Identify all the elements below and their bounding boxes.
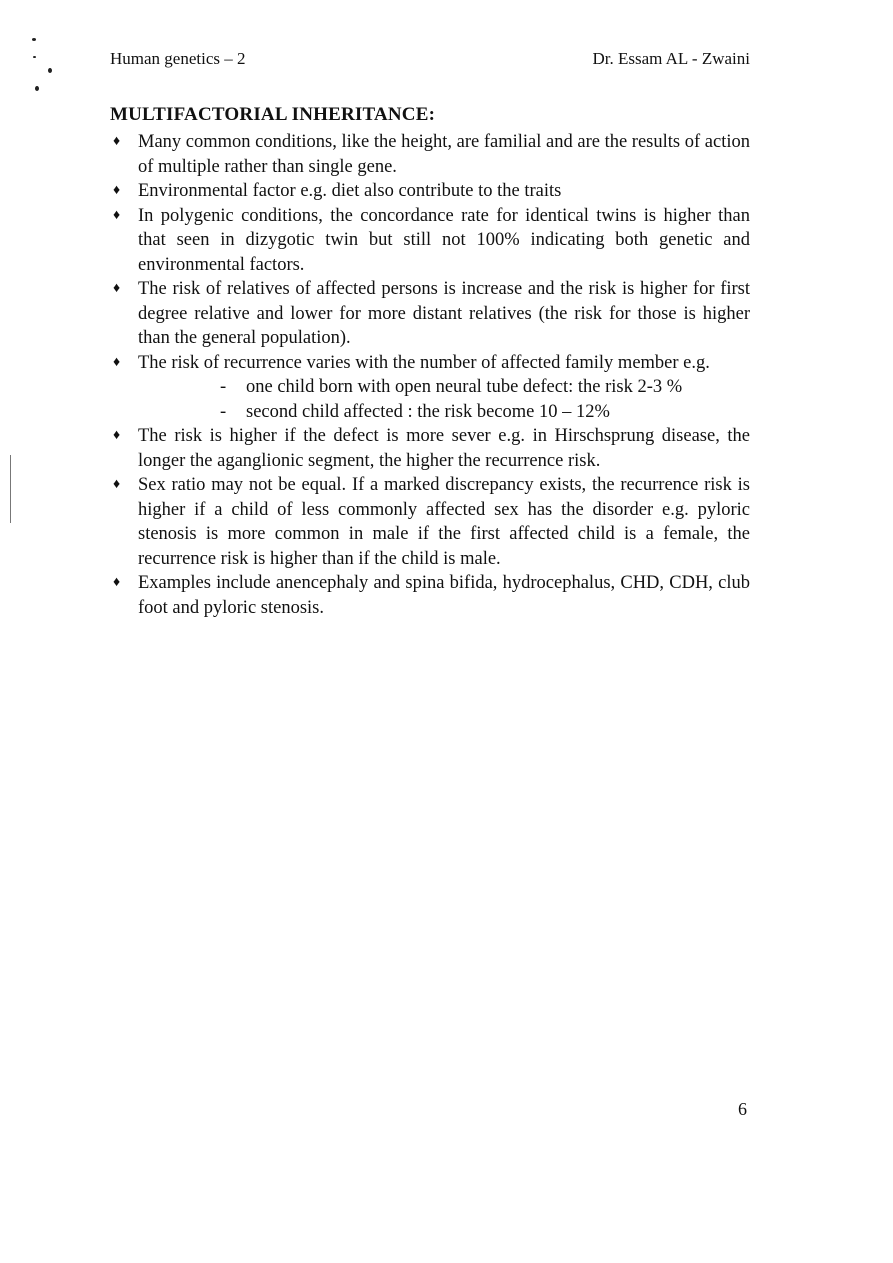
- bullet-list: [110, 130, 750, 620]
- scan-speck: [32, 38, 36, 41]
- list-item: [110, 204, 750, 278]
- list-item-text: Sex ratio may not be equal. If a marked discrepancy exists, the recurrence risk is higher if a child of less commonly affected sex has the disorder e.g. pyloric stenosis is more common in male if the first affected child is a female, the recurrence risk is higher than if the child is male.: [138, 475, 750, 569]
- diamond-bullet-icon: ♦: [113, 354, 121, 370]
- list-item: [110, 351, 750, 425]
- list-item: [110, 179, 750, 204]
- list-item-text: Many common conditions, like the height, are familial and are the results of action of multiple rather than single gene.: [138, 132, 750, 177]
- list-item: [110, 473, 750, 571]
- diamond-bullet-icon: ♦: [113, 428, 121, 443]
- list-item-text: Examples include anencephaly and spina bifida, hydrocephalus, CHD, CDH, club foot and pyloric stenosis.: [138, 573, 750, 618]
- list-item-text: Environmental factor e.g. diet also contribute to the traits: [138, 181, 562, 201]
- dash-bullet-icon: -: [220, 377, 227, 397]
- list-item: [110, 571, 750, 620]
- scan-speck: [33, 56, 36, 58]
- page-number: 6: [738, 1099, 747, 1119]
- list-item: [110, 130, 750, 179]
- scan-speck: [35, 86, 39, 91]
- diamond-bullet-icon: ♦: [113, 207, 121, 223]
- header-author: Dr. Essam AL - Zwaini: [592, 49, 750, 68]
- sublist-item: [220, 400, 750, 425]
- list-item: [110, 277, 750, 351]
- list-item: [110, 424, 750, 473]
- dash-bullet-icon: -: [220, 401, 227, 422]
- header-course-title: Human genetics – 2: [110, 49, 246, 68]
- diamond-bullet-icon: ♦: [113, 575, 121, 590]
- section-title: MULTIFACTORIAL INHERITANCE:: [110, 104, 436, 125]
- scan-speck: [48, 68, 52, 73]
- scan-line: [10, 455, 11, 523]
- list-item-text: In polygenic conditions, the concordance rate for identical twins is higher than that seen in dizygotic twin but still not 100% indicating both genetic and environmental factors.: [138, 205, 750, 275]
- list-item-text: The risk of relatives of affected persons is increase and the risk is higher for first degree relative and lower for more distant relatives (the risk for those is higher than the general population).: [138, 279, 750, 348]
- list-item-text: The risk of recurrence varies with the number of affected family member e.g.: [138, 352, 710, 373]
- sublist-item-text: second child affected : the risk become 10 – 12%: [246, 401, 610, 422]
- list-item-text: The risk is higher if the defect is more sever e.g. in Hirschsprung disease, the longer the aganglionic segment, the higher the recurrence risk.: [138, 426, 750, 471]
- main-content: [110, 102, 750, 620]
- diamond-bullet-icon: ♦: [113, 281, 121, 296]
- sublist-item: [220, 375, 750, 400]
- recurrence-sublist: [138, 375, 750, 424]
- diamond-bullet-icon: ♦: [113, 134, 121, 149]
- sublist-item-text: one child born with open neural tube defect: the risk 2-3 %: [246, 377, 683, 397]
- diamond-bullet-icon: ♦: [113, 477, 121, 492]
- diamond-bullet-icon: ♦: [113, 183, 121, 198]
